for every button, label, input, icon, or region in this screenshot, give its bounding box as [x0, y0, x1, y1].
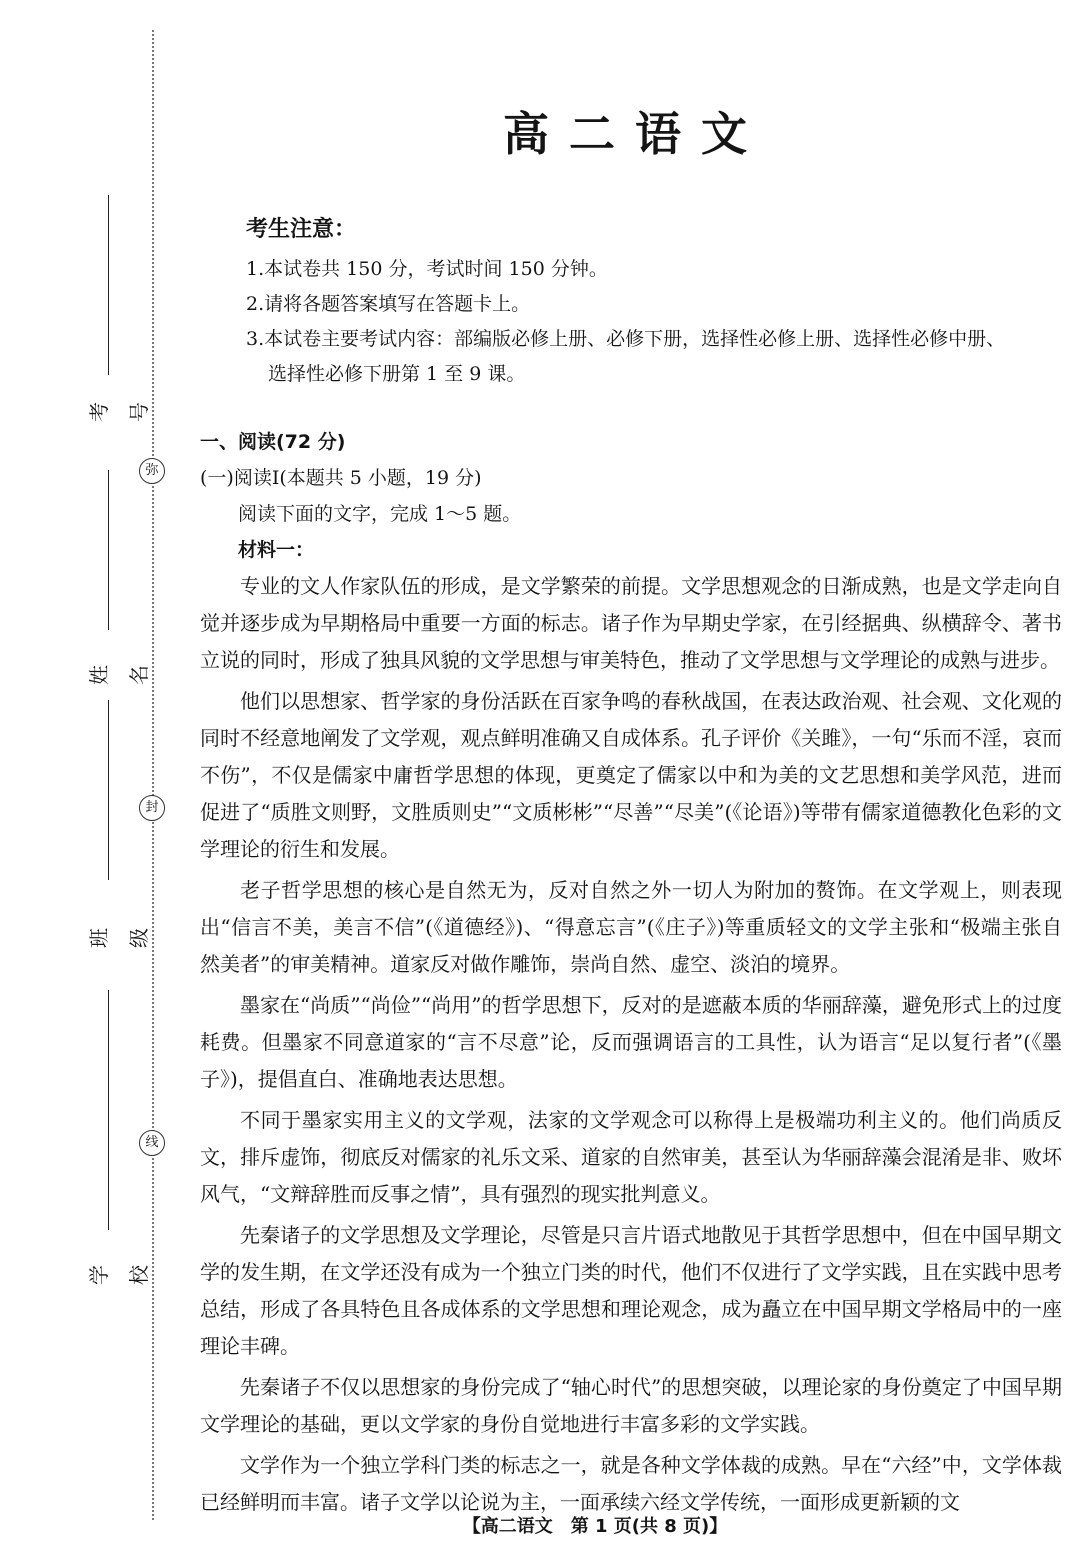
paragraph: 他们以思想家、哲学家的身份活跃在百家争鸣的春秋战国，在表达政治观、社会观、文化观的同时不经意地阐发了文学观，观点鲜明准确又自成体系。孔子评价《关雎》，一句“乐而不淫，哀而不伤”，不仅是儒家中庸哲学思想的体现，更奠定了儒家以中和为美的文艺思想和美学风范，进而促进了“质胜文则野，文胜质则史”“文质彬彬”“尽善”“尽美”(《论语》)等带有儒家道德教化色彩的文学理论的衍生和发展。 [200, 689, 1062, 861]
paragraph: 老子哲学思想的核心是自然无为，反对自然之外一切人为附加的赘饰。在文学观上，则表现出“信言不美，美言不信”(《道德经》)、“得意忘言”(《庄子》)等重质轻文的文学主张和“极端主张自然美者”的审美精神。道家反对做作雕饰，崇尚自然、虚空、淡泊的境界。 [200, 878, 1062, 976]
notice-item: 2.请将各题答案填写在答题卡上。 [246, 293, 531, 315]
binding-dotted-line [152, 30, 154, 1520]
section-heading: 一、阅读(72 分) [200, 431, 346, 453]
notice-heading: 考生注意： [246, 217, 357, 242]
notice-item: 选择性必修下册第 1 至 9 课。 [268, 363, 526, 385]
paragraph: 先秦诸子不仅以思想家的身份完成了“轴心时代”的思想突破，以理论家的身份奠定了中国早期文学理论的基础，更以文学家的身份自觉地进行丰富多彩的文学实践。 [200, 1375, 1062, 1436]
seal-mark-mi: 弥 [139, 458, 165, 484]
notice-item: 1.本试卷共 150 分，考试时间 150 分钟。 [246, 258, 608, 280]
exam-number-line [108, 195, 109, 375]
page-footer: 【高二语文 第 1 页(共 8 页)】 [462, 1516, 728, 1537]
paragraph: 文学作为一个独立学科门类的标志之一，就是各种文学体裁的成熟。早在“六经”中，文学体裁已经鲜明而丰富。诸子文学以论说为主，一面承续六经文学传统，一面形成更新颖的文 [200, 1453, 1062, 1514]
school-label: 学校 [87, 1265, 151, 1285]
notice-list [246, 252, 1066, 392]
exam-number-label: 考号 [87, 402, 151, 422]
paragraph: 墨家在“尚质”“尚俭”“尚用”的哲学思想下，反对的是遮蔽本质的华丽辞藻，避免形式上的过度耗费。但墨家不同意道家的“言不尽意”论，反而强调语言的工具性，认为语言“足以复行者”(《墨子》)，提倡直白、准确地表达思想。 [200, 993, 1062, 1091]
paragraph: 专业的文人作家队伍的形成，是文学繁荣的前提。文学思想观念的日渐成熟，也是文学走向自觉并逐步成为早期格局中重要一方面的标志。诸子作为早期史学家，在引经据典、纵横辞令、著书立说的同时，形成了独具风貌的文学思想与审美特色，推动了文学思想与文学理论的成熟与进步。 [200, 574, 1062, 672]
article-body [200, 568, 1062, 1525]
school-line [108, 990, 109, 1230]
class-label: 班级 [87, 928, 151, 948]
name-line [108, 470, 109, 630]
notice-item: 3.本试卷主要考试内容：部编版必修上册、必修下册，选择性必修上册、选择性必修中册、 [246, 328, 1006, 350]
seal-mark-feng: 封 [139, 795, 165, 821]
name-label: 姓名 [87, 665, 151, 685]
material-label: 材料一： [238, 539, 315, 561]
section-subheading: (一)阅读Ⅰ(本题共 5 小题，19 分) [200, 467, 482, 489]
page-title: 高二语文 [503, 107, 767, 161]
reading-instruction: 阅读下面的文字，完成 1～5 题。 [238, 503, 522, 525]
class-line [108, 700, 109, 880]
paragraph: 不同于墨家实用主义的文学观，法家的文学观念可以称得上是极端功利主义的。他们尚质反文，排斥虚饰，彻底反对儒家的礼乐文采、道家的自然审美，甚至认为华丽辞藻会混淆是非、败坏风气，“文辩辞胜而反事之情”，具有强烈的现实批判意义。 [200, 1108, 1062, 1206]
seal-mark-xian: 线 [139, 1130, 165, 1156]
paragraph: 先秦诸子的文学思想及文学理论，尽管是只言片语式地散见于其哲学思想中，但在中国早期文学的发生期，在文学还没有成为一个独立门类的时代，他们不仅进行了文学实践，且在实践中思考总结，形成了各具特色且各成体系的文学思想和理论观念，成为矗立在中国早期文学格局中的一座理论丰碑。 [200, 1223, 1062, 1358]
